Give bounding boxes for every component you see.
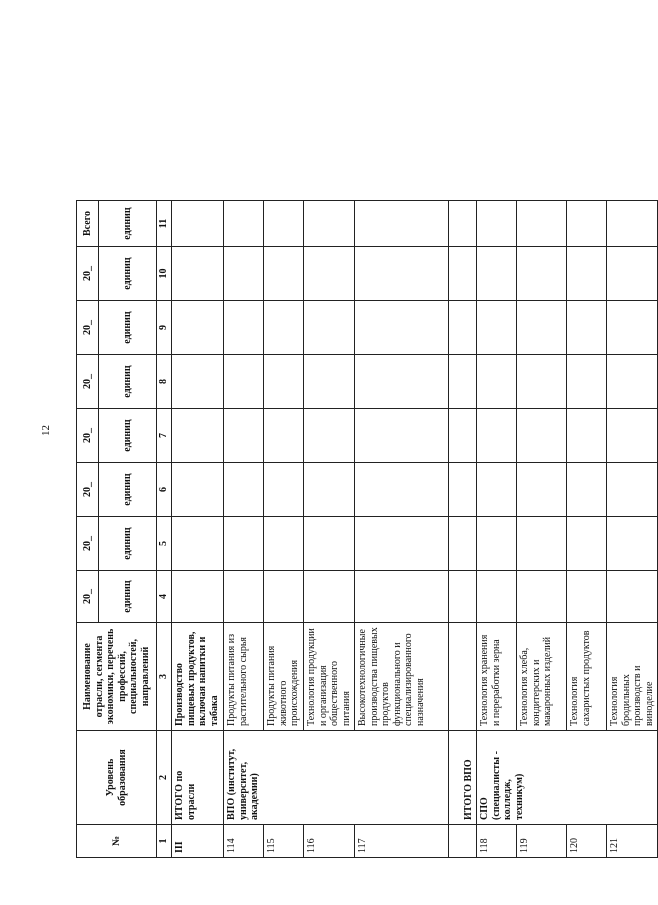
col-number: 5	[157, 517, 172, 571]
header-year: 20_	[77, 463, 99, 517]
row-num: 119	[517, 825, 567, 858]
col-number: 10	[157, 247, 172, 301]
col-number: 2	[157, 731, 172, 825]
col-number: 4	[157, 571, 172, 623]
row-level: СПО (специалисты - колледж, техникум)	[477, 731, 658, 825]
header-unit: единиц	[99, 517, 157, 571]
header-name: Наименование отрасли, сегмента экономики, перечень профессий, специальностей, направлений	[77, 623, 157, 731]
header-year: 20_	[77, 247, 99, 301]
row-name: Технология сахаристых продуктов	[567, 623, 607, 731]
education-table	[76, 46, 658, 859]
row-name: Технология бродильных производств и виноделие	[607, 623, 658, 731]
col-number: 6	[157, 463, 172, 517]
header-total: Всего	[77, 201, 99, 247]
col-number: 7	[157, 409, 172, 463]
header-num: №	[77, 825, 157, 858]
itogo-vpo-label: ИТОГО ВПО	[449, 731, 477, 825]
col-number: 9	[157, 301, 172, 355]
row-num: 120	[567, 825, 607, 858]
row-num: 118	[477, 825, 517, 858]
col-number: 3	[157, 623, 172, 731]
header-unit: единиц	[99, 201, 157, 247]
header-level: Уровень образования	[77, 731, 157, 825]
header-unit: единиц	[99, 247, 157, 301]
header-year: 20_	[77, 409, 99, 463]
header-year: 20_	[77, 355, 99, 409]
row-num: 114	[224, 825, 264, 858]
header-year: 20_	[77, 517, 99, 571]
row-num: 115	[264, 825, 304, 858]
row-name: Высокотехнологичные производства пищевых продуктов функционального и специализированного назначения	[355, 623, 449, 731]
header-unit: единиц	[99, 301, 157, 355]
col-number: 1	[157, 825, 172, 858]
row-name: Продукты питания из растительного сырья	[224, 623, 264, 731]
header-unit: единиц	[99, 355, 157, 409]
row-num: III	[172, 825, 224, 858]
row-num: 121	[607, 825, 658, 858]
row-num: 116	[304, 825, 355, 858]
row-name: Технология хлеба, кондитерских и макаронных изделий	[517, 623, 567, 731]
header-unit: единиц	[99, 409, 157, 463]
rotated-table-container	[76, 46, 655, 858]
row-name: Технология продукции и организация общественного питания	[304, 623, 355, 731]
header-unit: единиц	[99, 463, 157, 517]
header-year: 20_	[77, 571, 99, 623]
row-name: Технология хранения и переработки зерна	[477, 623, 517, 731]
blank-area	[77, 46, 658, 201]
header-year: 20_	[77, 301, 99, 355]
row-num: 117	[355, 825, 449, 858]
header-row-years	[77, 46, 99, 858]
col-number: 11	[157, 201, 172, 247]
row-level: ВПО (институт, университет, академии)	[224, 731, 449, 825]
col-number: 8	[157, 355, 172, 409]
row-name: Продукты питания животного происхождения	[264, 623, 304, 731]
page-number: 12	[40, 425, 52, 436]
row-name: Производство пищевых продуктов, включая напитки и табака	[172, 623, 224, 731]
header-unit: единиц	[99, 571, 157, 623]
row-level: ИТОГО по отрасли	[172, 731, 224, 825]
